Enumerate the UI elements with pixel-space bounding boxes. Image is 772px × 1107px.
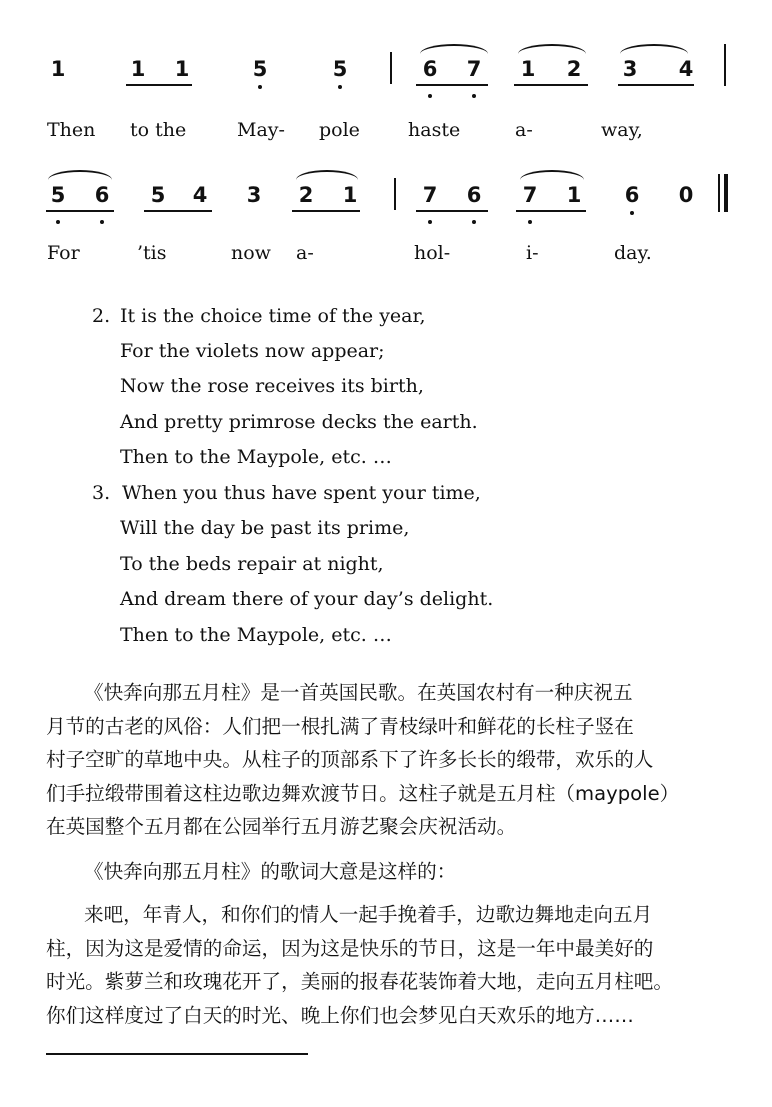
lyric-row-2 bbox=[0, 240, 772, 268]
note: 1 bbox=[130, 57, 146, 81]
prose-line: 们手拉缎带围着这柱边歌边舞欢渡节日。这柱子就是五月柱（maypole） bbox=[46, 781, 680, 805]
description-paragraph-3 bbox=[46, 898, 736, 1032]
lyric-syllable: a- bbox=[296, 242, 314, 264]
verse-line: Then to the Maypole, etc. … bbox=[120, 624, 392, 646]
note: 4 bbox=[192, 183, 208, 207]
note: 6 bbox=[94, 183, 110, 207]
octave-dot bbox=[428, 220, 432, 224]
octave-dot bbox=[338, 85, 342, 89]
beam bbox=[516, 210, 586, 212]
description-paragraph-2 bbox=[46, 855, 736, 889]
verse-line: Will the day be past its prime, bbox=[120, 517, 410, 539]
lyric-row-1 bbox=[0, 117, 772, 145]
note: 1 bbox=[566, 183, 582, 207]
verse-line: Then to the Maypole, etc. … bbox=[120, 446, 392, 468]
note: 5 bbox=[50, 183, 66, 207]
note: 5 bbox=[150, 183, 166, 207]
prose-line: 在英国整个五月都在公园举行五月游艺聚会庆祝活动。 bbox=[46, 815, 517, 838]
slur bbox=[48, 170, 112, 180]
score-line-1 bbox=[0, 50, 772, 120]
verse-line: When you thus have spent your time, bbox=[122, 482, 481, 504]
prose-line: 柱，因为这是爱情的命运，因为这是快乐的节日，这是一年中最美好的 bbox=[46, 936, 654, 960]
note: 0 bbox=[678, 183, 694, 207]
verse-line: For the violets now appear; bbox=[120, 340, 385, 362]
beam bbox=[126, 84, 192, 86]
octave-dot bbox=[258, 85, 262, 89]
footnote-divider bbox=[46, 1053, 308, 1055]
verse-line: It is the choice time of the year, bbox=[120, 305, 426, 327]
prose-line: 时光。紫萝兰和玫瑰花开了，美丽的报春花装饰着大地，走向五月柱吧。 bbox=[46, 970, 673, 993]
verse-line: And dream there of your day’s delight. bbox=[120, 588, 494, 610]
slur bbox=[420, 44, 488, 54]
description-paragraph-1 bbox=[46, 676, 736, 844]
note: 2 bbox=[298, 183, 314, 207]
beam bbox=[618, 84, 694, 86]
final-barline-thick bbox=[724, 174, 728, 212]
note: 5 bbox=[252, 57, 268, 81]
note: 4 bbox=[678, 57, 694, 81]
prose-line: 月节的古老的风俗：人们把一根扎满了青枝绿叶和鲜花的长柱子竖在 bbox=[46, 714, 634, 738]
note: 6 bbox=[466, 183, 482, 207]
lyric-syllable: haste bbox=[408, 119, 461, 141]
slur bbox=[518, 44, 586, 54]
note: 7 bbox=[422, 183, 438, 207]
beam bbox=[292, 210, 360, 212]
lyric-syllable: hol- bbox=[414, 242, 451, 264]
slur bbox=[296, 170, 358, 180]
note: 1 bbox=[174, 57, 190, 81]
beam bbox=[416, 84, 488, 86]
slur bbox=[520, 170, 584, 180]
barline bbox=[394, 178, 396, 210]
slur bbox=[620, 44, 688, 54]
octave-dot bbox=[472, 220, 476, 224]
prose-line: 你们这样度过了白天的时光、晚上你们也会梦见白天欢乐的地方…… bbox=[46, 1003, 634, 1027]
lyric-syllable: way, bbox=[601, 119, 643, 141]
note: 6 bbox=[624, 183, 640, 207]
beam bbox=[514, 84, 588, 86]
octave-dot bbox=[100, 220, 104, 224]
note: 6 bbox=[422, 57, 438, 81]
note: 3 bbox=[622, 57, 638, 81]
barline bbox=[724, 44, 726, 86]
note: 5 bbox=[332, 57, 348, 81]
note: 7 bbox=[466, 57, 482, 81]
octave-dot bbox=[428, 94, 432, 98]
lyric-syllable: pole bbox=[319, 119, 360, 141]
barline bbox=[390, 52, 392, 84]
prose-line: 《快奔向那五月柱》是一首英国民歌。在英国农村有一种庆祝五 bbox=[84, 681, 633, 704]
lyric-syllable: ’tis bbox=[137, 242, 167, 264]
final-barline-thin bbox=[718, 174, 720, 212]
score-line-2 bbox=[0, 176, 772, 246]
verse-line: To the beds repair at night, bbox=[120, 553, 384, 575]
beam bbox=[144, 210, 212, 212]
prose-line: 来吧，年青人，和你们的情人一起手挽着手，边歌边舞地走向五月 bbox=[84, 903, 653, 926]
lyric-syllable: May- bbox=[237, 119, 285, 141]
prose-line: 《快奔向那五月柱》的歌词大意是这样的： bbox=[84, 860, 457, 883]
octave-dot bbox=[56, 220, 60, 224]
lyric-syllable: Then bbox=[47, 119, 96, 141]
verse-number: 2. bbox=[92, 305, 111, 327]
verse-line: Now the rose receives its birth, bbox=[120, 375, 424, 397]
lyric-syllable: i- bbox=[526, 242, 539, 264]
octave-dot bbox=[472, 94, 476, 98]
beam bbox=[416, 210, 488, 212]
lyric-syllable: a- bbox=[515, 119, 533, 141]
beam bbox=[46, 210, 114, 212]
verse-number: 3. bbox=[92, 482, 111, 504]
note: 7 bbox=[522, 183, 538, 207]
note: 1 bbox=[50, 57, 66, 81]
note: 1 bbox=[342, 183, 358, 207]
lyric-syllable: For bbox=[47, 242, 80, 264]
note: 3 bbox=[246, 183, 262, 207]
octave-dot bbox=[630, 211, 634, 215]
octave-dot bbox=[528, 220, 532, 224]
note: 2 bbox=[566, 57, 582, 81]
lyric-syllable: day. bbox=[614, 242, 652, 264]
lyric-syllable: now bbox=[231, 242, 271, 264]
verse-line: And pretty primrose decks the earth. bbox=[120, 411, 478, 433]
lyric-syllable: to the bbox=[130, 119, 187, 141]
note: 1 bbox=[520, 57, 536, 81]
prose-line: 村子空旷的草地中央。从柱子的顶部系下了许多长长的缎带，欢乐的人 bbox=[46, 748, 654, 771]
